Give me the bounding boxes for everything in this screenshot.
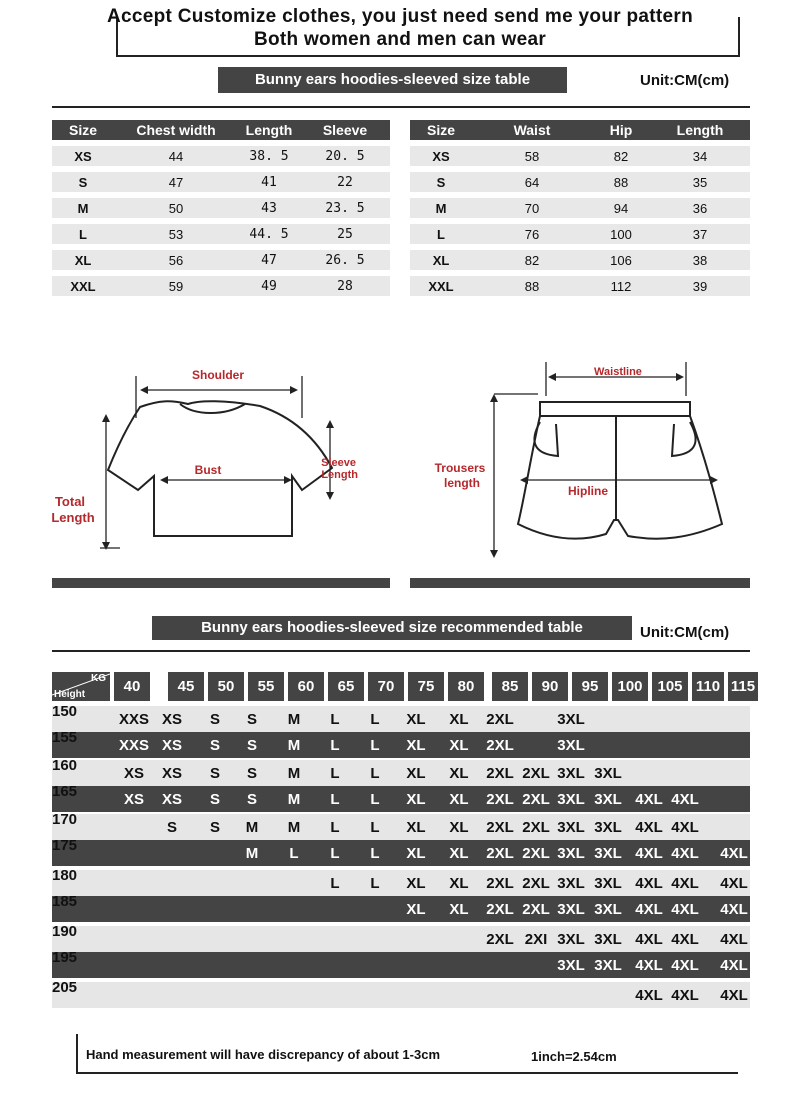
column-header: Waist bbox=[472, 120, 592, 140]
size-cell: 3XL bbox=[557, 901, 585, 918]
size-cell: 2XL bbox=[486, 845, 514, 862]
size-cell: 4XL bbox=[635, 931, 663, 948]
size-cell: XL bbox=[449, 737, 469, 754]
table-row bbox=[52, 250, 390, 270]
size-cell: 2XL bbox=[486, 819, 514, 836]
hoodie-size-table bbox=[52, 114, 390, 302]
table-row bbox=[52, 729, 750, 758]
trousers-length-label: length bbox=[444, 476, 480, 490]
table-row bbox=[52, 923, 750, 952]
size-cell: L bbox=[370, 875, 380, 892]
value-cell: 64 bbox=[472, 172, 592, 192]
weight-header: 85 bbox=[492, 672, 528, 701]
size-cell: 4XL bbox=[635, 791, 663, 808]
value-cell: 47 bbox=[238, 250, 300, 270]
divider-bar bbox=[410, 578, 750, 588]
value-cell: 34 bbox=[650, 146, 750, 166]
size-cell: L bbox=[370, 791, 380, 808]
size-cell: XL bbox=[406, 765, 426, 782]
size-cell: 4XL bbox=[635, 875, 663, 892]
weight-header: 50 bbox=[208, 672, 244, 701]
value-cell: 53 bbox=[114, 224, 238, 244]
column-header: Hip bbox=[592, 120, 650, 140]
unit-label: Unit:CM(cm) bbox=[640, 72, 730, 89]
size-cell: XL bbox=[406, 711, 426, 728]
size-cell: 4XL bbox=[635, 819, 663, 836]
size-cell: 4XL bbox=[720, 987, 748, 1004]
size-cell: XL bbox=[449, 875, 469, 892]
value-cell: 88 bbox=[592, 172, 650, 192]
measurement-note: Hand measurement will have discrepancy of about 1-3cm bbox=[86, 1047, 441, 1062]
size-cell: 3XL bbox=[594, 765, 622, 782]
table-row bbox=[410, 146, 750, 166]
height-cell: 165 bbox=[52, 783, 78, 800]
table-row bbox=[410, 224, 750, 244]
height-cell: 155 bbox=[52, 729, 78, 746]
value-cell: 58 bbox=[472, 146, 592, 166]
size-cell: XS bbox=[161, 711, 182, 728]
size-cell: S bbox=[246, 737, 257, 754]
size-cell: 2XL bbox=[486, 737, 514, 754]
size-cell: 3XL bbox=[594, 791, 622, 808]
size-cell: S bbox=[209, 711, 220, 728]
height-cell: 170 bbox=[52, 811, 78, 828]
size-cell: L bbox=[330, 819, 340, 836]
value-cell: 36 bbox=[650, 198, 750, 218]
size-cell: M bbox=[245, 845, 259, 862]
size-cell: L bbox=[370, 845, 380, 862]
size-cell: 3XL bbox=[557, 765, 585, 782]
value-cell: 23. 5 bbox=[300, 198, 390, 218]
column-header: Length bbox=[650, 120, 750, 140]
size-cell: XXS bbox=[118, 711, 149, 728]
weight-header: 60 bbox=[288, 672, 324, 701]
size-cell: 4XL bbox=[720, 875, 748, 892]
table-row bbox=[52, 146, 390, 166]
size-cell: M bbox=[245, 819, 259, 836]
shirt-diagram bbox=[40, 360, 360, 560]
table-row bbox=[52, 811, 750, 840]
size-cell: 3XL bbox=[594, 931, 622, 948]
size-cell: XS bbox=[410, 146, 472, 166]
size-cell: XS bbox=[123, 765, 144, 782]
size-cell: 4XL bbox=[635, 901, 663, 918]
value-cell: 82 bbox=[472, 250, 592, 270]
size-cell: 4XL bbox=[635, 987, 663, 1004]
table-row bbox=[52, 198, 390, 218]
left-pocket bbox=[534, 422, 558, 456]
table-row bbox=[52, 949, 750, 978]
size-cell: 4XL bbox=[671, 875, 699, 892]
size-cell: 2XL bbox=[522, 791, 550, 808]
value-cell: 70 bbox=[472, 198, 592, 218]
size-cell: 2XL bbox=[486, 901, 514, 918]
unit-label: Unit:CM(cm) bbox=[640, 624, 730, 641]
size-cell: 4XL bbox=[671, 791, 699, 808]
table-header-row bbox=[52, 120, 390, 140]
size-cell: L bbox=[330, 737, 340, 754]
height-cell: 180 bbox=[52, 867, 78, 884]
trousers-label: Trousers bbox=[434, 461, 486, 475]
size-cell: XXS bbox=[118, 737, 149, 754]
header-subtitle: Both women and men can wear bbox=[253, 29, 547, 50]
shorts-outline bbox=[518, 416, 722, 539]
value-cell: 26. 5 bbox=[300, 250, 390, 270]
size-cell: S bbox=[410, 172, 472, 192]
shirt-collar bbox=[180, 404, 245, 413]
weight-header: 75 bbox=[408, 672, 444, 701]
weight-header: 45 bbox=[168, 672, 204, 701]
size-cell: XS bbox=[161, 765, 182, 782]
height-cell: 205 bbox=[52, 979, 78, 996]
divider bbox=[52, 650, 750, 652]
height-cell: 195 bbox=[52, 949, 78, 966]
weight-header: 80 bbox=[448, 672, 484, 701]
size-cell: M bbox=[287, 765, 301, 782]
size-cell: XS bbox=[161, 737, 182, 754]
size-cell: 2XL bbox=[486, 765, 514, 782]
weight-header: 95 bbox=[572, 672, 608, 701]
size-cell: S bbox=[246, 765, 257, 782]
size-cell: M bbox=[287, 791, 301, 808]
value-cell: 38 bbox=[650, 250, 750, 270]
size-cell: 4XL bbox=[671, 957, 699, 974]
size-cell: M bbox=[287, 737, 301, 754]
weight-header: 55 bbox=[248, 672, 284, 701]
size-cell: L bbox=[330, 875, 340, 892]
size-cell: S bbox=[209, 819, 220, 836]
inch-conversion: 1inch=2.54cm bbox=[531, 1049, 617, 1064]
weight-header: 90 bbox=[532, 672, 568, 701]
size-cell: 4XL bbox=[635, 845, 663, 862]
value-cell: 37 bbox=[650, 224, 750, 244]
size-cell: 2XL bbox=[522, 845, 550, 862]
size-cell: 2XL bbox=[522, 901, 550, 918]
size-cell: L bbox=[289, 845, 299, 862]
value-cell: 106 bbox=[592, 250, 650, 270]
weight-header: 65 bbox=[328, 672, 364, 701]
size-cell: XL bbox=[52, 250, 114, 270]
table-row bbox=[52, 276, 390, 296]
table-row bbox=[52, 893, 750, 922]
table-row bbox=[410, 198, 750, 218]
column-header: Chest width bbox=[114, 120, 238, 140]
value-cell: 41 bbox=[238, 172, 300, 192]
size-cell: L bbox=[370, 737, 380, 754]
size-cell: S bbox=[209, 737, 220, 754]
size-cell: 4XL bbox=[720, 957, 748, 974]
size-cell: XS bbox=[123, 791, 144, 808]
table-row bbox=[52, 757, 750, 786]
divider bbox=[52, 106, 750, 108]
size-cell: 2XL bbox=[522, 819, 550, 836]
sleeve-label: Sleeve bbox=[321, 457, 356, 469]
value-cell: 76 bbox=[472, 224, 592, 244]
hipline-label: Hipline bbox=[567, 484, 609, 498]
divider-bar bbox=[52, 578, 390, 588]
size-cell: S bbox=[166, 819, 177, 836]
size-cell: 3XL bbox=[594, 957, 622, 974]
value-cell: 43 bbox=[238, 198, 300, 218]
size-cell: XL bbox=[449, 845, 469, 862]
size-cell: 3XL bbox=[557, 819, 585, 836]
height-cell: 185 bbox=[52, 893, 78, 910]
value-cell: 100 bbox=[592, 224, 650, 244]
weight-header: 70 bbox=[368, 672, 404, 701]
waistband bbox=[540, 402, 690, 416]
size-cell: XL bbox=[410, 250, 472, 270]
size-cell: 4XL bbox=[671, 901, 699, 918]
table-row bbox=[52, 703, 750, 732]
recommend-table-banner: Bunny ears hoodies-sleeved size recommended table bbox=[152, 616, 632, 640]
size-cell: 2XI bbox=[524, 931, 548, 948]
size-table-banner: Bunny ears hoodies-sleeved size table bbox=[218, 67, 567, 93]
table-row bbox=[52, 979, 750, 1008]
value-cell: 50 bbox=[114, 198, 238, 218]
table-row bbox=[410, 172, 750, 192]
size-cell: XS bbox=[161, 791, 182, 808]
value-cell: 112 bbox=[592, 276, 650, 296]
table-row bbox=[52, 837, 750, 866]
value-cell: 25 bbox=[300, 224, 390, 244]
size-cell: S bbox=[209, 765, 220, 782]
table-corner-header bbox=[52, 672, 110, 701]
size-cell: L bbox=[52, 224, 114, 244]
size-cell: 2XL bbox=[522, 765, 550, 782]
size-cell: 2XL bbox=[486, 931, 514, 948]
height-label: Height bbox=[54, 689, 86, 700]
size-cell: 3XL bbox=[594, 845, 622, 862]
sleeve-length-label: Length bbox=[321, 469, 358, 481]
column-header: Size bbox=[410, 120, 472, 140]
value-cell: 22 bbox=[300, 172, 390, 192]
size-cell: 4XL bbox=[671, 987, 699, 1004]
header-title: Accept Customize clothes, you just need send me your pattern bbox=[106, 6, 693, 27]
size-cell: L bbox=[370, 819, 380, 836]
bust-label: Bust bbox=[194, 463, 222, 477]
value-cell: 28 bbox=[300, 276, 390, 296]
column-header: Length bbox=[238, 120, 300, 140]
right-pocket bbox=[672, 422, 696, 456]
size-cell: XXL bbox=[52, 276, 114, 296]
total-length-label: Length bbox=[51, 510, 95, 525]
size-cell: 4XL bbox=[671, 845, 699, 862]
table-row bbox=[52, 224, 390, 244]
value-cell: 39 bbox=[650, 276, 750, 296]
value-cell: 44 bbox=[114, 146, 238, 166]
size-cell: 4XL bbox=[671, 819, 699, 836]
shoulder-label: Shoulder bbox=[191, 368, 245, 382]
shorts-diagram bbox=[420, 360, 740, 560]
size-cell: 3XL bbox=[594, 875, 622, 892]
value-cell: 88 bbox=[472, 276, 592, 296]
size-cell: XXL bbox=[410, 276, 472, 296]
size-cell: 3XL bbox=[557, 845, 585, 862]
column-header: Size bbox=[52, 120, 114, 140]
size-cell: 3XL bbox=[557, 931, 585, 948]
size-cell: L bbox=[370, 711, 380, 728]
value-cell: 20. 5 bbox=[300, 146, 390, 166]
size-cell: XL bbox=[406, 901, 426, 918]
value-cell: 82 bbox=[592, 146, 650, 166]
size-cell: M bbox=[52, 198, 114, 218]
size-cell: S bbox=[52, 172, 114, 192]
height-cell: 150 bbox=[52, 703, 78, 720]
size-cell: XL bbox=[449, 711, 469, 728]
value-cell: 44. 5 bbox=[238, 224, 300, 244]
size-cell: S bbox=[246, 791, 257, 808]
total-label: Total bbox=[54, 494, 86, 509]
weight-header: 100 bbox=[612, 672, 648, 701]
size-cell: L bbox=[330, 845, 340, 862]
size-cell: 4XL bbox=[720, 931, 748, 948]
size-cell: L bbox=[330, 765, 340, 782]
size-cell: 2XL bbox=[522, 875, 550, 892]
column-header: Sleeve bbox=[300, 120, 390, 140]
value-cell: 47 bbox=[114, 172, 238, 192]
value-cell: 56 bbox=[114, 250, 238, 270]
weight-header: 110 bbox=[692, 672, 724, 701]
size-cell: XL bbox=[449, 791, 469, 808]
value-cell: 94 bbox=[592, 198, 650, 218]
height-cell: 175 bbox=[52, 837, 78, 854]
size-cell: 2XL bbox=[486, 791, 514, 808]
size-cell: L bbox=[330, 791, 340, 808]
size-cell: XL bbox=[406, 819, 426, 836]
table-row bbox=[410, 250, 750, 270]
size-cell: 4XL bbox=[635, 957, 663, 974]
size-cell: L bbox=[370, 765, 380, 782]
size-cell: XL bbox=[449, 901, 469, 918]
waistline-label: Waistline bbox=[594, 366, 642, 378]
size-cell: XL bbox=[406, 875, 426, 892]
size-cell: M bbox=[287, 819, 301, 836]
value-cell: 38. 5 bbox=[238, 146, 300, 166]
table-row bbox=[52, 867, 750, 896]
table-row bbox=[410, 276, 750, 296]
size-cell: XL bbox=[449, 765, 469, 782]
size-cell: M bbox=[410, 198, 472, 218]
size-cell: XS bbox=[52, 146, 114, 166]
size-cell: S bbox=[209, 791, 220, 808]
size-cell: S bbox=[246, 711, 257, 728]
size-cell: 3XL bbox=[557, 737, 585, 754]
size-cell: 4XL bbox=[720, 901, 748, 918]
size-cell: 4XL bbox=[671, 931, 699, 948]
size-cell: L bbox=[330, 711, 340, 728]
size-cell: 3XL bbox=[594, 819, 622, 836]
table-row bbox=[52, 783, 750, 812]
value-cell: 35 bbox=[650, 172, 750, 192]
value-cell: 59 bbox=[114, 276, 238, 296]
weight-header: 115 bbox=[728, 672, 758, 701]
kg-label: KG bbox=[91, 673, 106, 684]
size-cell: 3XL bbox=[557, 711, 585, 728]
pants-size-table bbox=[410, 114, 750, 302]
size-cell: XL bbox=[406, 791, 426, 808]
size-cell: XL bbox=[406, 845, 426, 862]
table-row bbox=[52, 172, 390, 192]
weight-header: 105 bbox=[652, 672, 688, 701]
size-cell: 3XL bbox=[557, 875, 585, 892]
size-cell: M bbox=[287, 711, 301, 728]
height-cell: 160 bbox=[52, 757, 78, 774]
table-header-row bbox=[410, 120, 750, 140]
size-cell: 4XL bbox=[720, 845, 748, 862]
value-cell: 49 bbox=[238, 276, 300, 296]
size-cell: 3XL bbox=[557, 791, 585, 808]
size-cell: XL bbox=[406, 737, 426, 754]
size-cell: 3XL bbox=[557, 957, 585, 974]
size-cell: XL bbox=[449, 819, 469, 836]
size-cell: 3XL bbox=[594, 901, 622, 918]
height-cell: 190 bbox=[52, 923, 78, 940]
size-cell: 2XL bbox=[486, 711, 514, 728]
size-cell: L bbox=[410, 224, 472, 244]
size-cell: 2XL bbox=[486, 875, 514, 892]
weight-header: 40 bbox=[114, 672, 150, 701]
